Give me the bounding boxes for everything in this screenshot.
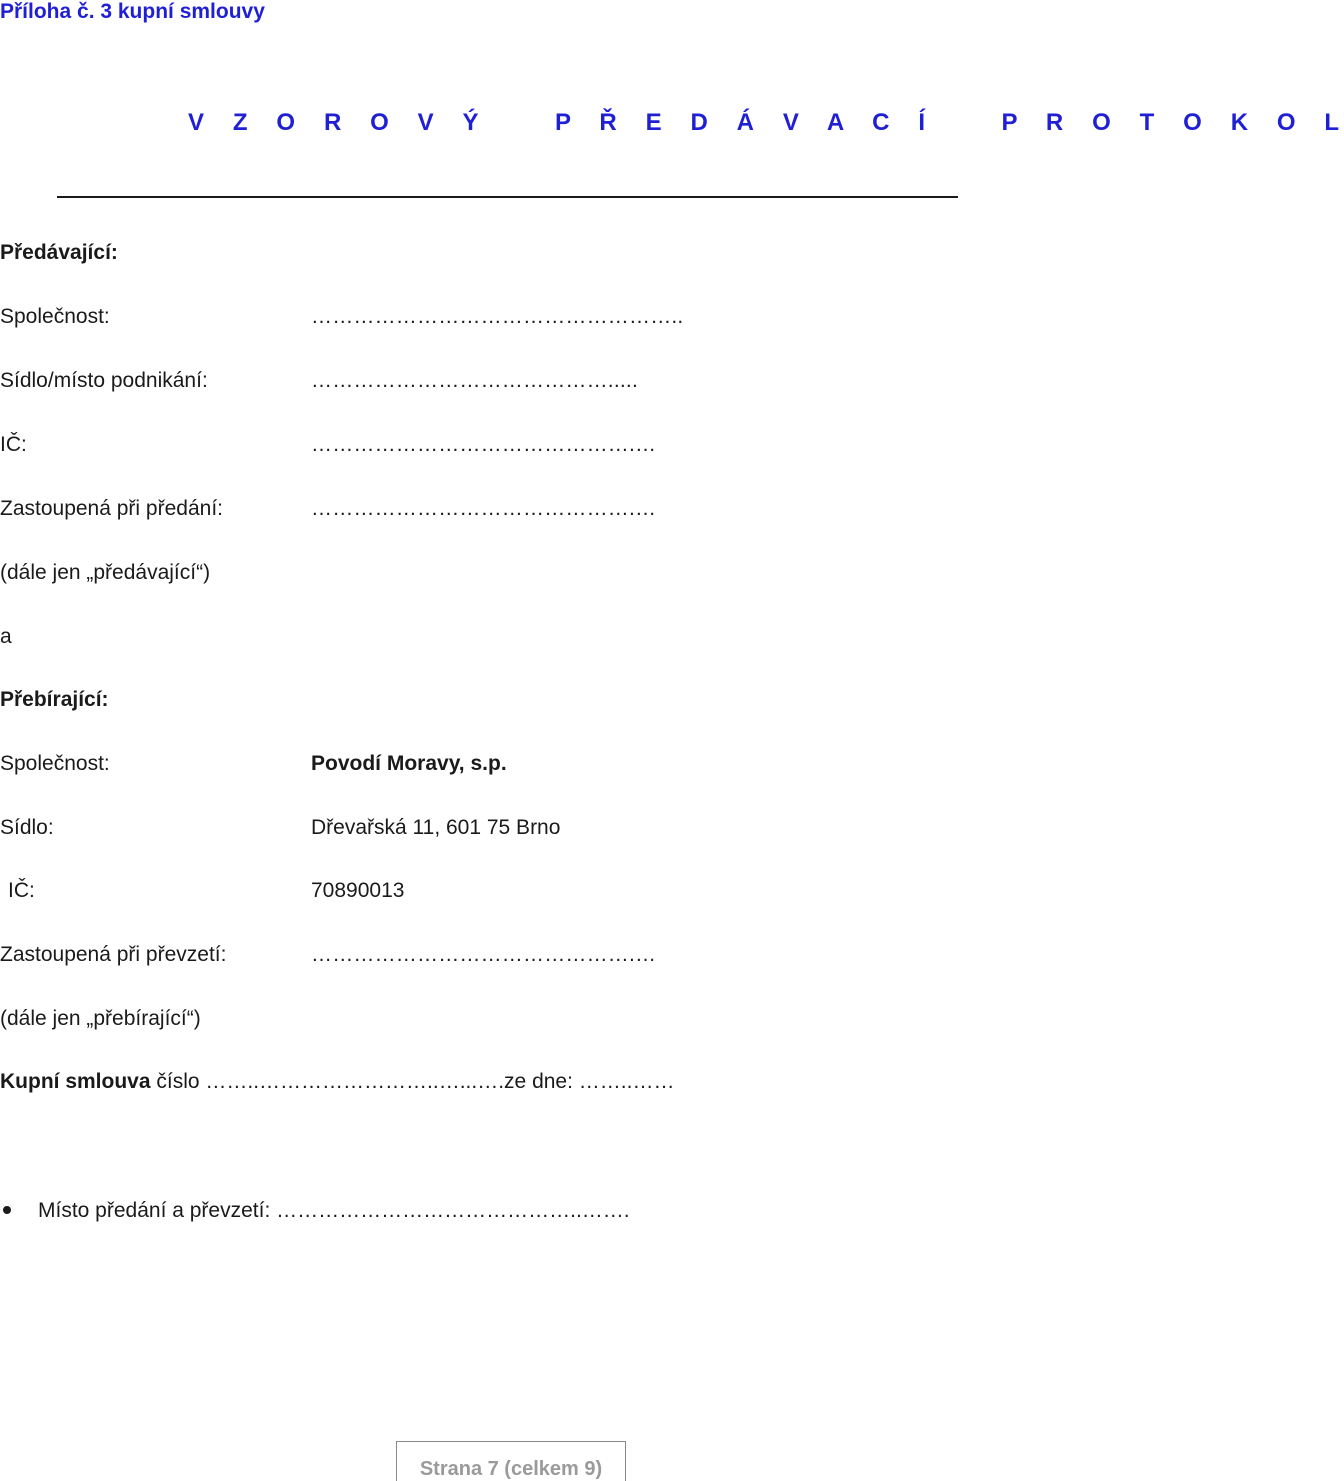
buyer-ic-label: IČ: [8, 879, 35, 902]
seller-ic-field[interactable]: ……………………………………….… [311, 433, 657, 456]
contract-reference-fields[interactable]: číslo ……..……………………..…...….ze dne: ……..…… [150, 1070, 675, 1093]
seller-address-field[interactable]: ……………………………………..... [311, 369, 638, 392]
document-title: V Z O R O V Ý P Ř E D Á V A C Í P R O T O K O L [188, 109, 1344, 136]
seller-ic-label: IČ: [0, 433, 27, 456]
handover-place-line[interactable]: Místo předání a převzetí: ……………………………………..……. [38, 1199, 630, 1222]
page-number: Strana 7 (celkem 9) [419, 1458, 603, 1480]
seller-company-field[interactable]: …………………………………………….. [311, 305, 684, 328]
buyer-address-value: Dřevařská 11, 601 75 Brno [311, 816, 561, 839]
document-attachment-note: Příloha č. 3 kupní smlouvy [0, 0, 265, 23]
seller-representative-field[interactable]: ……………………………………….… [311, 497, 657, 520]
contract-reference-line [0, 1071, 674, 1092]
page-footer [396, 1441, 626, 1481]
buyer-address-label: Sídlo: [0, 816, 54, 839]
seller-representative-label: Zastoupená při předání: [0, 497, 223, 520]
title-divider [57, 196, 958, 198]
buyer-company-label: Společnost: [0, 752, 110, 775]
seller-company-label: Společnost: [0, 305, 110, 328]
buyer-heading: Přebírající: [0, 688, 109, 711]
conjunction-text: a [0, 625, 12, 648]
buyer-representative-field[interactable]: ……………………………………….… [311, 943, 657, 966]
buyer-company-value: Povodí Moravy, s.p. [311, 752, 507, 775]
seller-address-label: Sídlo/místo podnikání: [0, 369, 208, 392]
seller-heading: Předávající: [0, 241, 118, 264]
contract-reference-label: Kupní smlouva [0, 1070, 151, 1093]
seller-definition: (dále jen „předávající“) [0, 561, 211, 584]
buyer-ic-value: 70890013 [311, 879, 405, 902]
buyer-representative-label: Zastoupená při převzetí: [0, 943, 227, 966]
buyer-definition: (dále jen „přebírající“) [0, 1007, 201, 1030]
bullet-icon [3, 1206, 11, 1214]
